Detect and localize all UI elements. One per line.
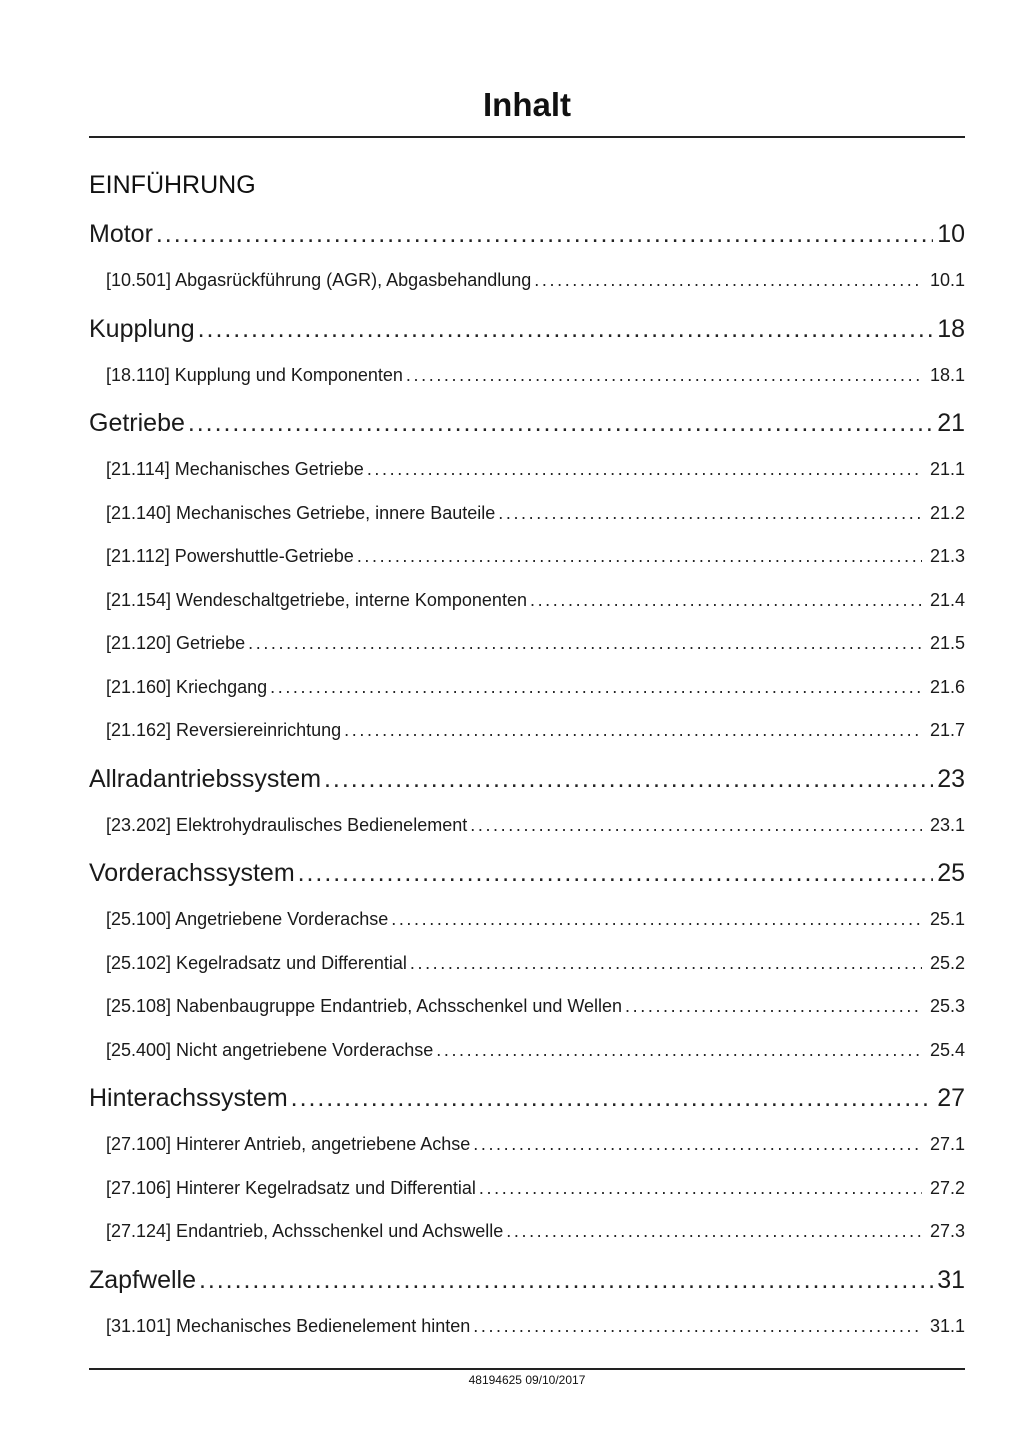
- toc-section-title: Hinterachssystem: [89, 1084, 288, 1112]
- dot-leader: [534, 259, 922, 303]
- toc-section-title: Kupplung: [89, 314, 195, 343]
- toc-section-title: Motor: [89, 220, 153, 248]
- dot-leader: [498, 492, 922, 536]
- toc-section-page: 10: [937, 220, 965, 248]
- toc-section: [89, 397, 965, 753]
- toc-section-entry[interactable]: [89, 397, 965, 448]
- toc-item-entry[interactable]: [89, 448, 965, 492]
- toc-section-entry[interactable]: [89, 303, 965, 354]
- toc-item-entry[interactable]: [89, 535, 965, 579]
- toc-section-page: 18: [937, 314, 965, 343]
- toc-item-entry[interactable]: [89, 1029, 965, 1073]
- toc-item-entry[interactable]: [89, 709, 965, 753]
- dot-leader: [473, 1123, 922, 1167]
- dot-leader: [156, 210, 933, 259]
- toc-item-page: 25.2: [929, 952, 965, 973]
- toc-item-label: [10.501] Abgasrückführung (AGR), Abgasbehandlung: [106, 270, 532, 290]
- title-divider: [89, 136, 965, 138]
- toc-section: [89, 208, 965, 303]
- dot-leader: [406, 354, 922, 398]
- dot-leader: [367, 448, 922, 492]
- toc-section-page: 23: [937, 764, 965, 793]
- dot-leader: [198, 305, 934, 354]
- toc-item-page: 27.1: [929, 1134, 965, 1154]
- toc-section: [89, 1254, 965, 1349]
- toc-item-entry[interactable]: [89, 579, 965, 623]
- dot-leader: [188, 399, 933, 448]
- toc-item-label: [21.140] Mechanisches Getriebe, innere Bauteile: [106, 502, 496, 523]
- toc-item-page: 31.1: [929, 1315, 965, 1336]
- table-of-contents: [89, 208, 965, 1348]
- toc-item-page: 21.7: [929, 720, 965, 740]
- dot-leader: [479, 1167, 922, 1211]
- toc-section-page: 21: [937, 409, 965, 437]
- page-title: Inhalt: [483, 86, 571, 123]
- toc-item-page: 21.1: [929, 459, 965, 479]
- toc-item-label: [21.120] Getriebe: [106, 633, 246, 653]
- dot-leader: [506, 1210, 922, 1254]
- toc-item-entry[interactable]: [89, 898, 965, 942]
- toc-item-entry[interactable]: [89, 354, 965, 398]
- toc-item-page: 25.4: [929, 1039, 965, 1060]
- toc-item-label: [27.106] Hinterer Kegelradsatz und Differential: [106, 1177, 476, 1198]
- toc-item-entry[interactable]: [89, 804, 965, 848]
- toc-section-entry[interactable]: [89, 1072, 965, 1123]
- toc-item-page: 25.3: [929, 996, 965, 1016]
- toc-section-page: 27: [937, 1084, 965, 1112]
- toc-item-page: 25.1: [929, 909, 965, 929]
- dot-leader: [270, 666, 922, 710]
- toc-section: [89, 303, 965, 398]
- toc-section-page: 25: [937, 859, 965, 887]
- toc-item-label: [21.162] Reversiereinrichtung: [106, 720, 342, 740]
- toc-item-entry[interactable]: [89, 1305, 965, 1349]
- footer-divider: [89, 1368, 965, 1370]
- toc-section-page: 31: [937, 1265, 965, 1294]
- toc-section-entry[interactable]: [89, 208, 965, 259]
- toc-item-label: [25.400] Nicht angetriebene Vorderachse: [106, 1039, 434, 1060]
- toc-item-page: 21.6: [929, 676, 965, 697]
- toc-section-title: Vorderachssystem: [89, 859, 295, 887]
- toc-item-page: 10.1: [929, 270, 965, 290]
- dot-leader: [473, 1305, 922, 1349]
- toc-item-label: [21.114] Mechanisches Getriebe: [106, 459, 364, 479]
- toc-item-entry[interactable]: [89, 259, 965, 303]
- dot-leader: [410, 942, 922, 986]
- toc-item-label: [27.100] Hinterer Antrieb, angetriebene Achse: [106, 1134, 471, 1154]
- toc-section: [89, 847, 965, 1072]
- dot-leader: [248, 622, 922, 666]
- dot-leader: [530, 579, 922, 623]
- dot-leader: [298, 849, 934, 898]
- toc-section-title: Zapfwelle: [89, 1265, 196, 1294]
- toc-item-entry[interactable]: [89, 666, 965, 710]
- toc-item-page: 18.1: [929, 364, 965, 385]
- toc-item-label: [21.112] Powershuttle-Getriebe: [106, 546, 354, 566]
- toc-item-label: [27.124] Endantrieb, Achsschenkel und Achswelle: [106, 1221, 504, 1241]
- toc-item-label: [18.110] Kupplung und Komponenten: [106, 364, 403, 385]
- toc-item-entry[interactable]: [89, 1167, 965, 1211]
- toc-item-entry[interactable]: [89, 985, 965, 1029]
- dot-leader: [470, 804, 922, 848]
- dot-leader: [324, 755, 933, 804]
- toc-item-page: 21.3: [929, 546, 965, 566]
- toc-item-entry[interactable]: [89, 942, 965, 986]
- dot-leader: [391, 898, 922, 942]
- toc-item-page: 21.5: [929, 633, 965, 653]
- toc-section-entry[interactable]: [89, 1254, 965, 1305]
- toc-section: [89, 753, 965, 848]
- intro-heading: EINFÜHRUNG: [89, 171, 256, 199]
- dot-leader: [357, 535, 922, 579]
- toc-item-label: [21.160] Kriechgang: [106, 676, 268, 697]
- toc-item-label: [25.102] Kegelradsatz und Differential: [106, 952, 407, 973]
- toc-item-label: [21.154] Wendeschaltgetriebe, interne Komponenten: [106, 589, 527, 610]
- toc-section-title: Getriebe: [89, 409, 185, 437]
- toc-item-entry[interactable]: [89, 622, 965, 666]
- dot-leader: [436, 1029, 922, 1073]
- dot-leader: [291, 1074, 934, 1123]
- footer-doc-number: 48194625 09/10/2017: [468, 1373, 586, 1387]
- toc-item-page: 27.3: [929, 1221, 965, 1241]
- toc-item-label: [31.101] Mechanisches Bedienelement hinten: [106, 1315, 471, 1336]
- toc-item-label: [25.100] Angetriebene Vorderachse: [106, 909, 389, 929]
- dot-leader: [199, 1256, 933, 1305]
- toc-item-entry[interactable]: [89, 1210, 965, 1254]
- toc-item-entry[interactable]: [89, 492, 965, 536]
- toc-item-page: 21.2: [929, 502, 965, 523]
- toc-section-entry[interactable]: [89, 753, 965, 804]
- toc-item-label: [23.202] Elektrohydraulisches Bedienelement: [106, 814, 468, 835]
- toc-item-page: 21.4: [929, 589, 965, 610]
- dot-leader: [625, 985, 922, 1029]
- toc-item-page: 23.1: [929, 814, 965, 835]
- toc-section-title: Allradantriebssystem: [89, 764, 322, 793]
- toc-section: [89, 1072, 965, 1254]
- toc-item-page: 27.2: [929, 1177, 965, 1198]
- toc-item-label: [25.108] Nabenbaugruppe Endantrieb, Achsschenkel und Wellen: [106, 996, 623, 1016]
- toc-section-entry[interactable]: [89, 847, 965, 898]
- dot-leader: [344, 709, 922, 753]
- toc-item-entry[interactable]: [89, 1123, 965, 1167]
